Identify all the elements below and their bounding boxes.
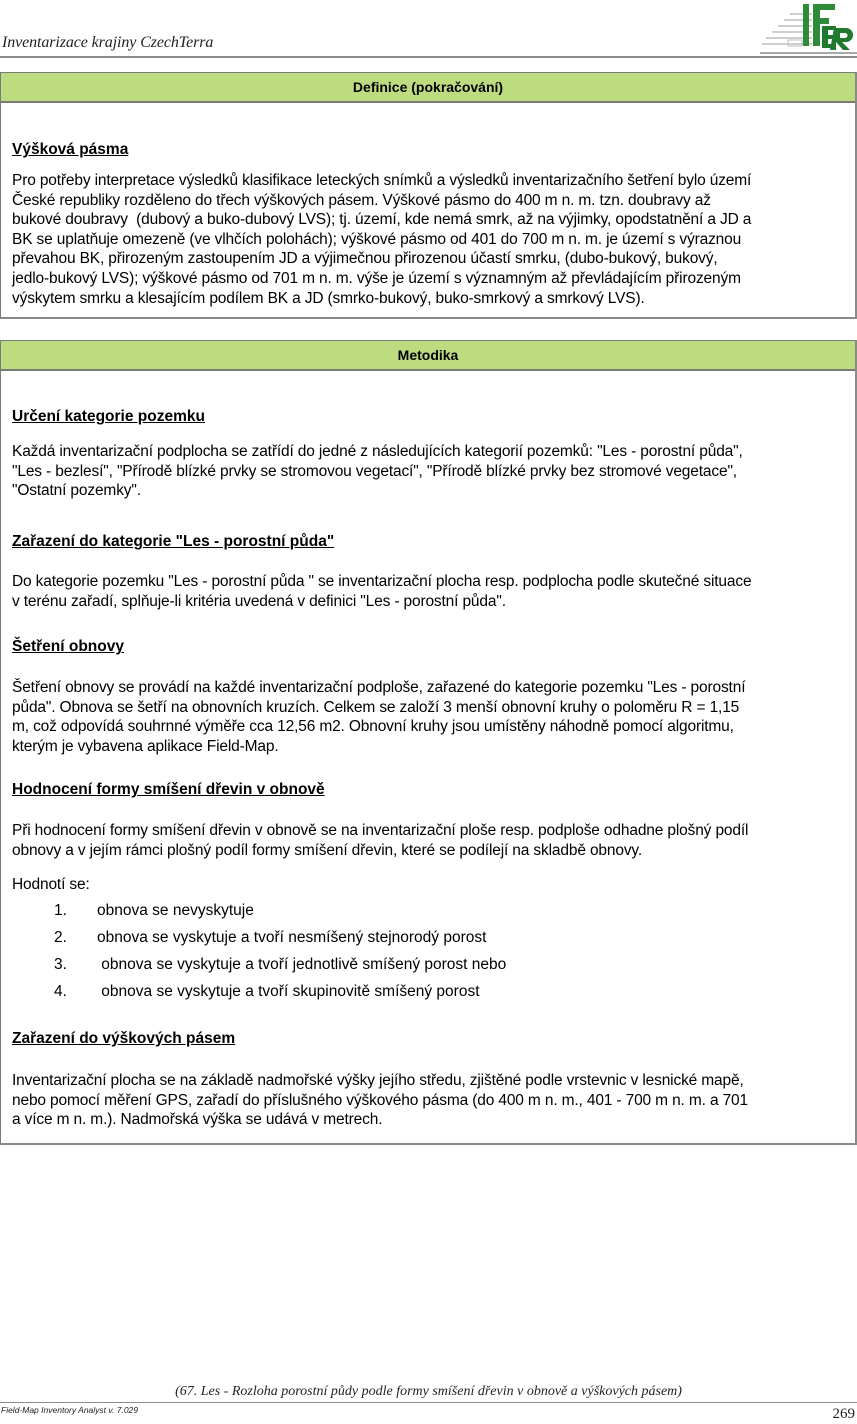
text-line: Šetření obnovy se provádí na každé inventarizační podploše, zařazené do kategorie pozemku "Les - porostní (12, 679, 746, 696)
evaluation-label: Hodnotí se: (12, 876, 90, 893)
text-line: převahou BK, přirozeným zastoupením JD a výjimečnou přirozenou účastí smrku, (dubo-bukový, bukový, (12, 250, 718, 268)
list-item (54, 983, 480, 1001)
figure-caption: (67. Les - Rozloha porostní půdy podle formy smíšení dřevin v obnově a výškových pásem) (175, 1384, 682, 1399)
text-line: kterým je vybavena aplikace Field-Map. (12, 737, 279, 755)
paragraph-regeneration-survey (12, 678, 852, 756)
section-title: Metodika (1, 341, 855, 371)
app-version-label: Field-Map Inventory Analyst v. 7.029 (1, 1405, 139, 1415)
list-item (54, 929, 486, 947)
list-item (54, 902, 254, 920)
list-text: obnova se vyskytuje a tvoří nesmíšený stejnorodý porost (97, 929, 487, 946)
list-text: obnova se vyskytuje a tvoří jednotlivě smíšený porost nebo (97, 956, 507, 973)
list-text: obnova se nevyskytuje (97, 902, 254, 919)
section-content-definitions (0, 102, 857, 319)
subsection-heading-elevation-assignment: Zařazení do výškových pásem (12, 1030, 236, 1047)
text-line: a více m n. m.). Nadmořská výška se udává v metrech. (12, 1111, 383, 1129)
text-line: "Les - bezlesí", "Přírodě blízké prvky se stromovou vegetací", "Přírodě blízké prvky bez stromové vegetace", (12, 462, 737, 480)
text-line: BK se uplatňuje omezeně (ve vlhčích polohách); výškové pásmo od 401 do 700 m n. m. je území s výraznou (12, 230, 742, 248)
text-line: Při hodnocení formy smíšení dřevin v obnově se na inventarizační ploše resp. podploše odhadne plošný podíl (12, 822, 749, 839)
text-line: jedlo-bukový LVS); výškové pásmo od 701 m n. m. výše je území s významným až převládajícím přirozeným (12, 269, 741, 287)
list-number: 3. (54, 956, 67, 973)
list-number: 1. (54, 902, 67, 919)
text-line: Do kategorie pozemku "Les - porostní půda " se inventarizační plocha resp. podplocha podle skutečné situace (12, 573, 752, 590)
text-line: Pro potřeby interpretace výsledků klasifikace leteckých snímků a výsledků inventarizačního šetření bylo území (12, 172, 752, 189)
paragraph-land-category (12, 442, 852, 501)
text-line: "Ostatní pozemky". (12, 482, 141, 500)
subsection-heading-land-category: Určení kategorie pozemku (12, 408, 205, 425)
list-text: obnova se vyskytuje a tvoří skupinovitě smíšený porost (97, 983, 480, 1000)
text-line: Inventarizační plocha se na základě nadmořské výšky jejího středu, zjištěné podle vrstevnic v lesnické mapě, (12, 1072, 744, 1089)
paragraph-species-mixture (12, 821, 852, 860)
section-header-methodology (0, 340, 857, 371)
text-line: nebo pomocí měření GPS, zařadí do příslušného výškového pásma (do 400 m n. m., 401 - 700 m n. m. a 701 (12, 1091, 748, 1109)
page-number: 269 (832, 1406, 855, 1422)
text-line: m, což odpovídá souhrnné výměře cca 12,56 m2. Obnovní kruhy jsou umístěny náhodně pomocí algoritmu, (12, 718, 734, 736)
text-line: půda". Obnova se šetří na obnovních kruzích. Celkem se založí 3 menší obnovní kruhy o poloměru R = 1,15 (12, 698, 740, 716)
text-line: v terénu zařadí, splňuje-li kritéria uvedená v definici "Les - porostní půda". (12, 592, 506, 610)
header-divider (0, 56, 857, 58)
list-number: 2. (54, 929, 67, 946)
subsection-heading-species-mixture: Hodnocení formy smíšení dřevin v obnově (12, 781, 325, 798)
list-item (54, 956, 506, 974)
paragraph-elevation-zones (12, 171, 852, 308)
subsection-heading-forest-stand-category: Zařazení do kategorie "Les - porostní půda" (12, 533, 335, 550)
subsection-heading-elevation-zones: Výšková pásma (12, 141, 129, 158)
text-line: výskytem smrku a klesajícím podílem BK a JD (smrko-bukový, buko-smrkový a smrkový LVS). (12, 289, 645, 307)
paragraph-forest-stand-category (12, 572, 852, 611)
ifer-logo-icon (760, 0, 857, 54)
section-title: Definice (pokračování) (1, 73, 855, 103)
subsection-heading-regeneration-survey: Šetření obnovy (12, 638, 124, 655)
document-title: Inventarizace krajiny CzechTerra (2, 34, 214, 51)
list-number: 4. (54, 983, 67, 1000)
page-header (0, 0, 857, 58)
text-line: České republiky rozděleno do třech výškových pásem. Výškové pásmo do 400 m n. m. tzn. doubravy až (12, 191, 711, 209)
paragraph-elevation-assignment (12, 1071, 852, 1130)
footer-divider (0, 1402, 857, 1403)
text-line: Každá inventarizační podplocha se zatřídí do jedné z následujících kategorií pozemků: "Les - porostní půda", (12, 443, 743, 460)
text-line: bukové doubravy (dubový a buko-dubový LVS); tj. území, kde nemá smrk, až na výjimky, opodstatnění a JD a (12, 211, 752, 229)
section-content-methodology (0, 370, 857, 1145)
section-header-definitions (0, 72, 857, 103)
text-line: obnovy a v jejím rámci plošný podíl formy smíšení dřevin, které se podílejí na skladbě obnovy. (12, 841, 643, 859)
